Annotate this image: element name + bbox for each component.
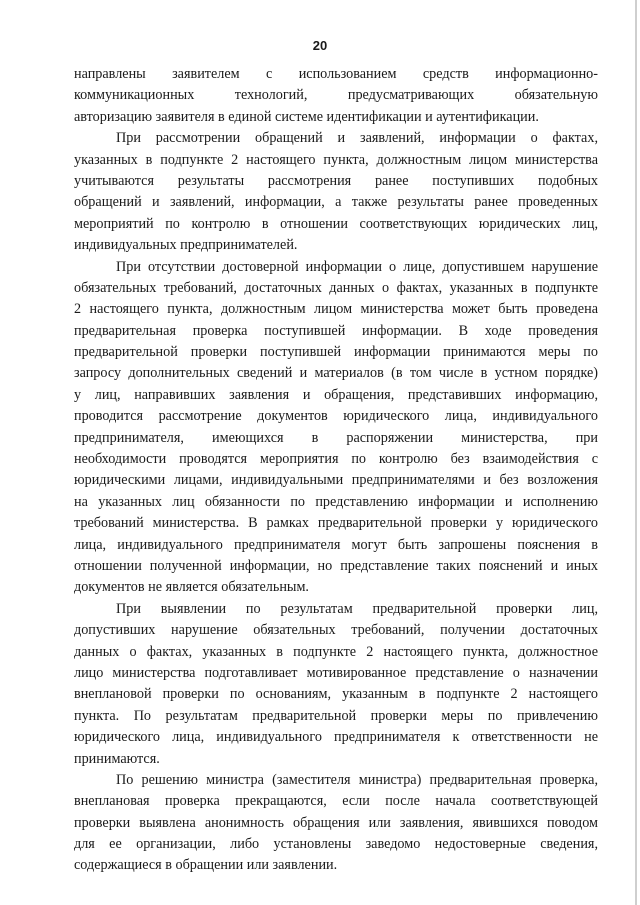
page-number: 20 — [312, 38, 328, 53]
text-line: индивидуальных предпринимателей. — [74, 237, 298, 254]
text-line: данных о фактах, указанных в подпункте 2 настоящего пункта, должностное — [74, 643, 598, 660]
text-line: отношении полученной информации, но представление таких пояснений и иных — [74, 557, 598, 574]
text-line: принимаются. — [74, 750, 160, 767]
text-line: При отсутствии достоверной информации о лице, допустившем нарушение — [116, 258, 598, 275]
text-line: для ее организации, либо установлены заведомо недостоверные сведения, — [74, 836, 598, 853]
document-body — [74, 64, 598, 877]
text-line: предпринимателя, имеющихся в распоряжении министерства, при — [74, 429, 598, 446]
paragraph — [74, 599, 598, 770]
text-line: юридическими лицами, индивидуальными предпринимателями и без возложения — [74, 472, 598, 489]
text-line: коммуникационных технологий, предусматривающих обязательную — [74, 87, 598, 104]
text-line: указанных в подпункте 2 настоящего пункта, должностным лицом министерства — [74, 151, 598, 168]
text-line: у лиц, направивших заявления и обращения, представивших информацию, — [74, 386, 598, 403]
text-line: авторизацию заявителя в единой системе идентификации и аутентификации. — [74, 108, 539, 125]
text-line: на указанных лиц обязанности по представлению информации и исполнению — [74, 493, 598, 510]
text-line: 2 настоящего пункта, должностным лицом министерства может быть проведена — [74, 301, 598, 318]
text-line: необходимости проводятся мероприятия по контролю без взаимодействия с — [74, 451, 598, 468]
text-line: При выявлении по результатам предварительной проверки лиц, — [116, 600, 598, 617]
text-line: предварительная проверка поступившей информации. В ходе проведения — [74, 322, 598, 339]
text-line: предварительной проверки поступившей информации принимаются меры по — [74, 344, 598, 361]
paragraph — [74, 257, 598, 599]
text-line: направлены заявителем с использованием средств информационно- — [74, 66, 598, 82]
text-line: обязательных требований, достаточных данных о фактах, указанных в подпункте — [74, 279, 598, 296]
text-line: содержащиеся в обращении или заявлении. — [74, 857, 338, 874]
paragraph — [74, 64, 598, 128]
text-line: документов не является обязательным. — [74, 579, 309, 596]
text-line: требований министерства. В рамках предварительной проверки у юридического — [74, 515, 598, 532]
paragraph — [74, 128, 598, 256]
text-line: проводится рассмотрение документов юридического лица, индивидуального — [74, 408, 598, 425]
text-line: пункта. По результатам предварительной проверки меры по привлечению — [74, 707, 598, 724]
paragraph — [74, 770, 598, 877]
page-edge-divider — [635, 0, 637, 905]
text-line: лица, индивидуального предпринимателя могут быть запрошены пояснения в — [74, 536, 598, 553]
text-line: запросу дополнительных сведений и материалов (в том числе в устном порядке) — [74, 365, 598, 382]
text-line: лицо министерства подготавливает мотивированное представление о назначении — [74, 664, 598, 681]
text-line: При рассмотрении обращений и заявлений, информации о фактах, — [116, 130, 598, 147]
text-line: мероприятий по контролю в отношении соответствующих юридических лиц, — [74, 215, 598, 232]
text-line: внеплановая проверка прекращаются, если после начала соответствующей — [74, 793, 598, 810]
text-line: учитываются результаты рассмотрения ранее поступивших подобных — [74, 172, 598, 189]
text-line: проверки выявлена анонимность обращения или заявления, явившихся поводом — [74, 814, 598, 831]
text-line: По решению министра (заместителя министра) предварительная проверка, — [116, 771, 598, 788]
text-line: внеплановой проверки по основаниям, указанным в подпункте 2 настоящего — [74, 686, 598, 703]
text-line: обращений и заявлений, информации, а также результаты ранее проведенных — [74, 194, 598, 211]
text-line: допустивших нарушение обязательных требований, получении достаточных — [74, 622, 598, 639]
text-line: юридического лица, индивидуального предпринимателя к ответственности не — [74, 729, 598, 746]
